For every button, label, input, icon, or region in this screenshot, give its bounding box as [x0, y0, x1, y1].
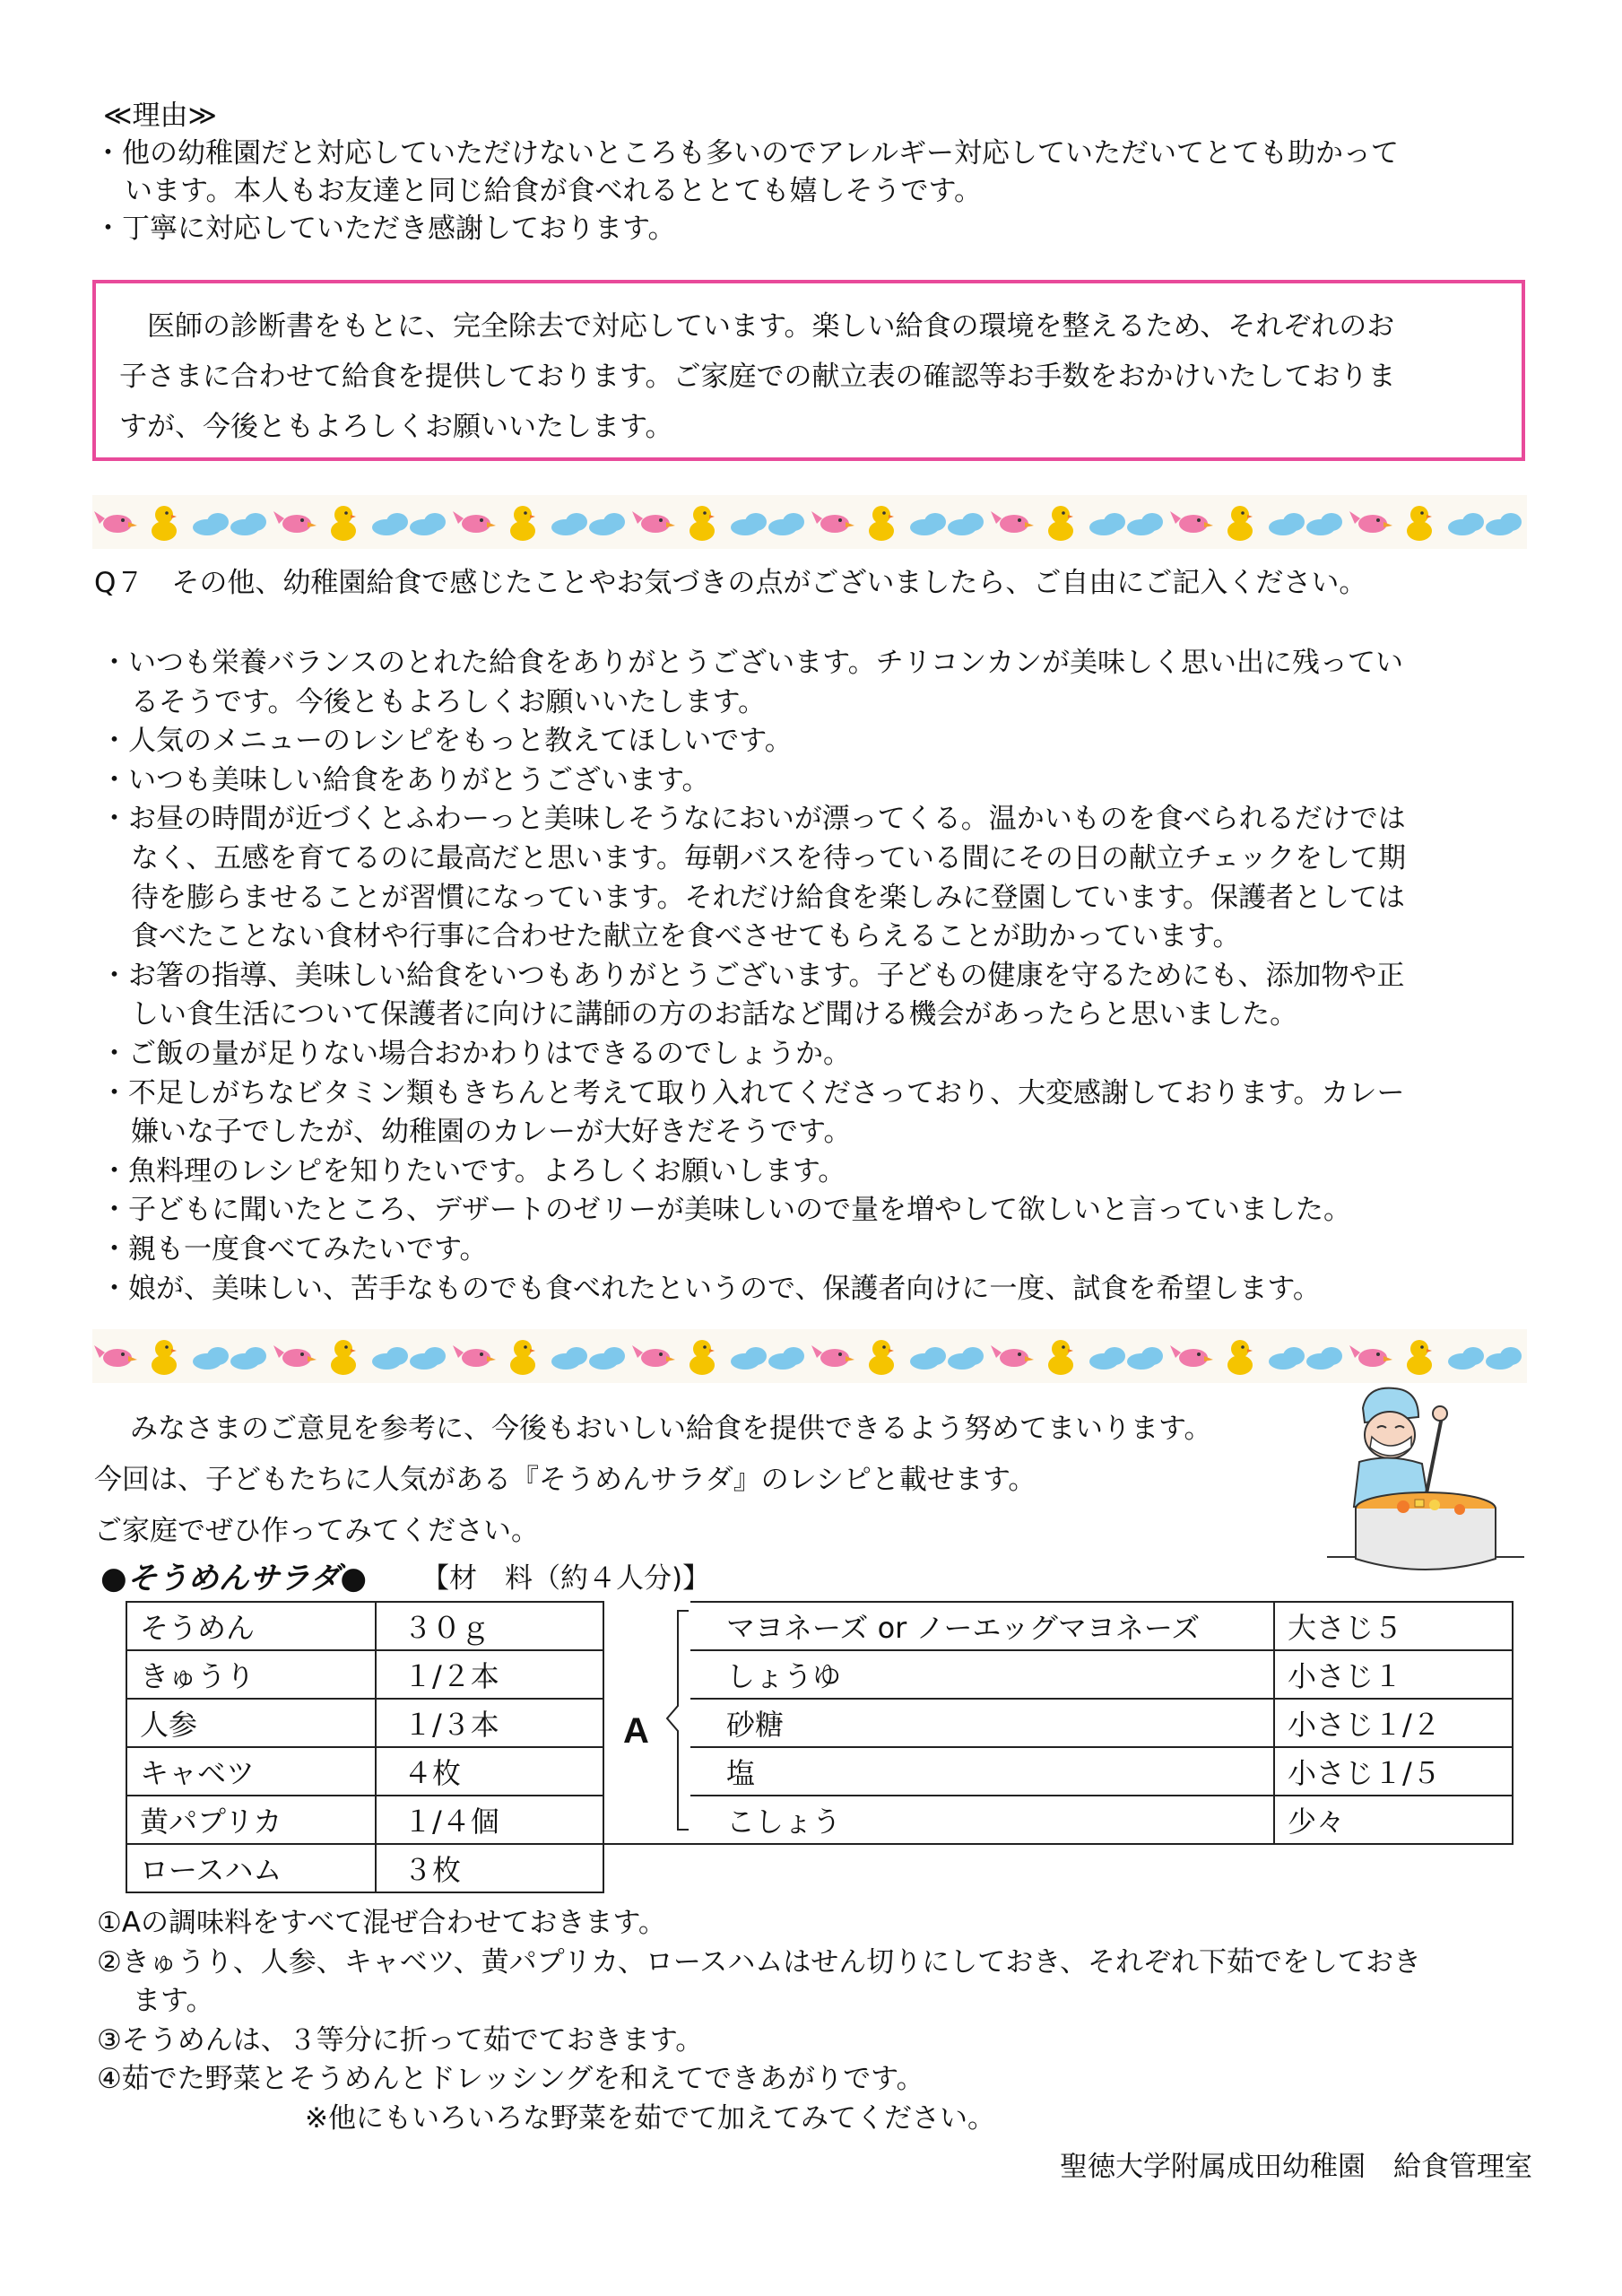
ingredient-name: 黄パプリカ — [126, 1796, 376, 1844]
ingredient-qty: １/２本 — [376, 1650, 603, 1699]
recipe-note: ※他にもいろいろな野菜を茹でて加えてみてください。 — [305, 2101, 995, 2135]
sauce-qty: 小さじ１/５ — [1274, 1747, 1513, 1796]
sauce-qty: 少々 — [1274, 1796, 1513, 1844]
reason-item — [94, 135, 1529, 210]
notice-line: 子さまに合わせて給食を提供しております。ご家庭での献立表の確認等お手数をおかけいたしておりま — [119, 361, 1396, 393]
ingredient-name: そうめん — [126, 1602, 376, 1650]
reason-section — [94, 97, 1529, 248]
table-row — [690, 1602, 1513, 1650]
ingredient-qty: ３０ｇ — [376, 1602, 603, 1650]
answer-item — [100, 761, 1535, 801]
answer-line: ・子どもに聞いたところ、デザートのゼリーが美味しいので量を増やして欲しいと言っていました。 — [100, 1194, 1351, 1227]
answer-line: ・魚料理のレシピを知りたいです。よろしくお願いします。 — [100, 1154, 846, 1187]
ingredient-qty: ３枚 — [376, 1844, 603, 1892]
sauce-name: しょうゆ — [690, 1650, 1274, 1699]
table-row — [690, 1747, 1513, 1796]
table-row — [126, 1602, 707, 1650]
sauce-name: こしょう — [690, 1796, 1274, 1844]
table-row — [126, 1796, 707, 1844]
answer-line: ・娘が、美味しい、苦手なものでも食べれたというので、保護者向けに一度、試食を希望します。 — [100, 1272, 1321, 1305]
ingredient-qty: ４枚 — [376, 1747, 603, 1796]
answer-item — [100, 800, 1535, 956]
decorative-border-strip — [92, 1329, 1527, 1383]
decorative-border-strip — [92, 495, 1527, 549]
ingredient-name: 人参 — [126, 1699, 376, 1747]
answer-line: ・ご飯の量が足りない場合おかわりはできるのでしょうか。 — [100, 1037, 851, 1070]
answer-item — [100, 1231, 1535, 1270]
sauce-qty: 小さじ１ — [1274, 1650, 1513, 1699]
table-row — [126, 1699, 707, 1747]
answer-line: しい食生活について保護者に向けに講師の方のお話など聞ける機会があったらと思いました。 — [131, 998, 1298, 1031]
table-row — [126, 1650, 707, 1699]
answer-line: ・お箸の指導、美味しい給食をいつもありがとうございます。子どもの健康を守るためにも、添加物や正 — [100, 959, 1405, 992]
reason-line: ・丁寧に対応していただき感謝しております。 — [94, 213, 676, 245]
sauce-table — [690, 1601, 1514, 1845]
sauce-name: マヨネーズ or ノーエッグマヨネーズ — [690, 1602, 1274, 1650]
step: ③そうめんは、３等分に折って茹でておきます。 — [97, 2023, 704, 2057]
ingredient-qty: １/４個 — [376, 1796, 603, 1844]
ingredient-name: きゅうり — [126, 1650, 376, 1699]
answer-line: なく、五感を育てるのに最高だと思います。毎朝バスを待っている間にその日の献立チェックをして期 — [131, 841, 1406, 874]
closing-text — [94, 1404, 1212, 1557]
notice-line: 医師の診断書をもとに、完全除去で対応しています。楽しい給食の環境を整えるため、それぞれのお — [119, 310, 1395, 343]
answer-item — [100, 1152, 1535, 1192]
answer-item — [100, 957, 1535, 1035]
recipe-steps — [97, 1904, 1421, 2138]
table-row — [690, 1796, 1513, 1844]
closing-line: みなさまのご意見を参考に、今後もおいしい給食を提供できるよう努めてまいります。 — [130, 1413, 1212, 1445]
answer-line: ・いつも栄養バランスのとれた給食をありがとうございます。チリコンカンが美味しく思い出に残ってい — [100, 647, 1403, 679]
answer-line: 待を膨らませることが習慣になっています。それだけ給食を楽しみに登園しています。保護者としては — [131, 881, 1406, 914]
step-continuation: ます。 — [133, 1985, 214, 2017]
answer-line: ・お昼の時間が近づくとふわーっと美味しそうなにおいが漂ってくる。温かいものを食べられるだけでは — [100, 803, 1406, 836]
table-row — [126, 1747, 707, 1796]
answer-item — [100, 1035, 1535, 1074]
notice-box — [92, 280, 1525, 461]
ingredient-name: ロースハム — [126, 1844, 376, 1892]
notice-line: すが、今後ともよろしくお願いいたします。 — [119, 411, 673, 443]
step: ②きゅうり、人参、キャベツ、黄パプリカ、ロースハムはせん切りにしておき、それぞれ下茹でをしておき — [97, 1945, 1422, 1979]
sauce-bracket — [664, 1605, 690, 1834]
closing-line: ご家庭でぜひ作ってみてください。 — [94, 1515, 539, 1547]
chef-cooking-illustration — [1318, 1381, 1533, 1587]
ingredient-qty: １/３本 — [376, 1699, 603, 1747]
table-row — [126, 1844, 707, 1892]
answer-line: ・親も一度食べてみたいです。 — [100, 1232, 488, 1265]
table-row — [690, 1699, 1513, 1747]
answer-item — [100, 722, 1535, 761]
sauce-qty: 小さじ１/２ — [1274, 1699, 1513, 1747]
answer-item — [100, 644, 1535, 722]
sauce-name: 塩 — [690, 1747, 1274, 1796]
sauce-name: 砂糖 — [690, 1699, 1274, 1747]
table-row — [690, 1650, 1513, 1699]
reason-line: います。本人もお友達と同じ給食が食べれるととても嬉しそうです。 — [125, 175, 983, 207]
answer-item — [100, 1074, 1535, 1152]
answer-item — [100, 1191, 1535, 1231]
closing-line: 今回は、子どもたちに人気がある『そうめんサラダ』のレシピと載せます。 — [94, 1464, 1037, 1496]
ingredients-table — [126, 1601, 707, 1893]
footer-signature: 聖徳大学附属成田幼稚園 給食管理室 — [1060, 2151, 1532, 2183]
answer-line: 嫌いな子でしたが、幼稚園のカレーが大好きだそうです。 — [131, 1116, 852, 1149]
sauce-qty: 大さじ５ — [1274, 1602, 1513, 1650]
recipe-title: ●そうめんサラダ● — [100, 1561, 367, 1596]
answer-line: るそうです。今後ともよろしくお願いいたします。 — [131, 685, 767, 718]
ingredient-name: キャベツ — [126, 1747, 376, 1796]
step: ④茹でた野菜とそうめんとドレッシングを和えてできあがりです。 — [97, 2063, 924, 2095]
sauce-group-label: A — [623, 1711, 649, 1751]
reason-heading: ≪理由≫ — [103, 100, 217, 132]
answer-line: ・いつも美味しい給食をありがとうございます。 — [100, 763, 710, 796]
answer-item — [100, 1270, 1535, 1309]
recipe-serving-note: 【材 料（約４人分)】 — [421, 1562, 711, 1595]
reason-line: ・他の幼稚園だと対応していただけないところも多いのでアレルギー対応していただいてとても助かって — [94, 137, 1399, 170]
q7-answers — [100, 644, 1535, 1309]
answer-line: ・不足しがちなビタミン類もきちんと考えて取り入れてくださっており、大変感謝しております。カレー — [100, 1076, 1405, 1109]
step: ①Aの調味料をすべて混ぜ合わせておきます。 — [97, 1907, 666, 1939]
reason-item — [94, 210, 1529, 248]
q7-question: Q７ その他、幼稚園給食で感じたことやお気づきの点がございましたら、ご自由にご記入ください。 — [94, 567, 1367, 599]
answer-line: 食べたことない食材や行事に合わせた献立を食べさせてもらえることが助かっています。 — [131, 920, 1241, 953]
answer-line: ・人気のメニューのレシピをもっと教えてほしいです。 — [100, 725, 793, 758]
